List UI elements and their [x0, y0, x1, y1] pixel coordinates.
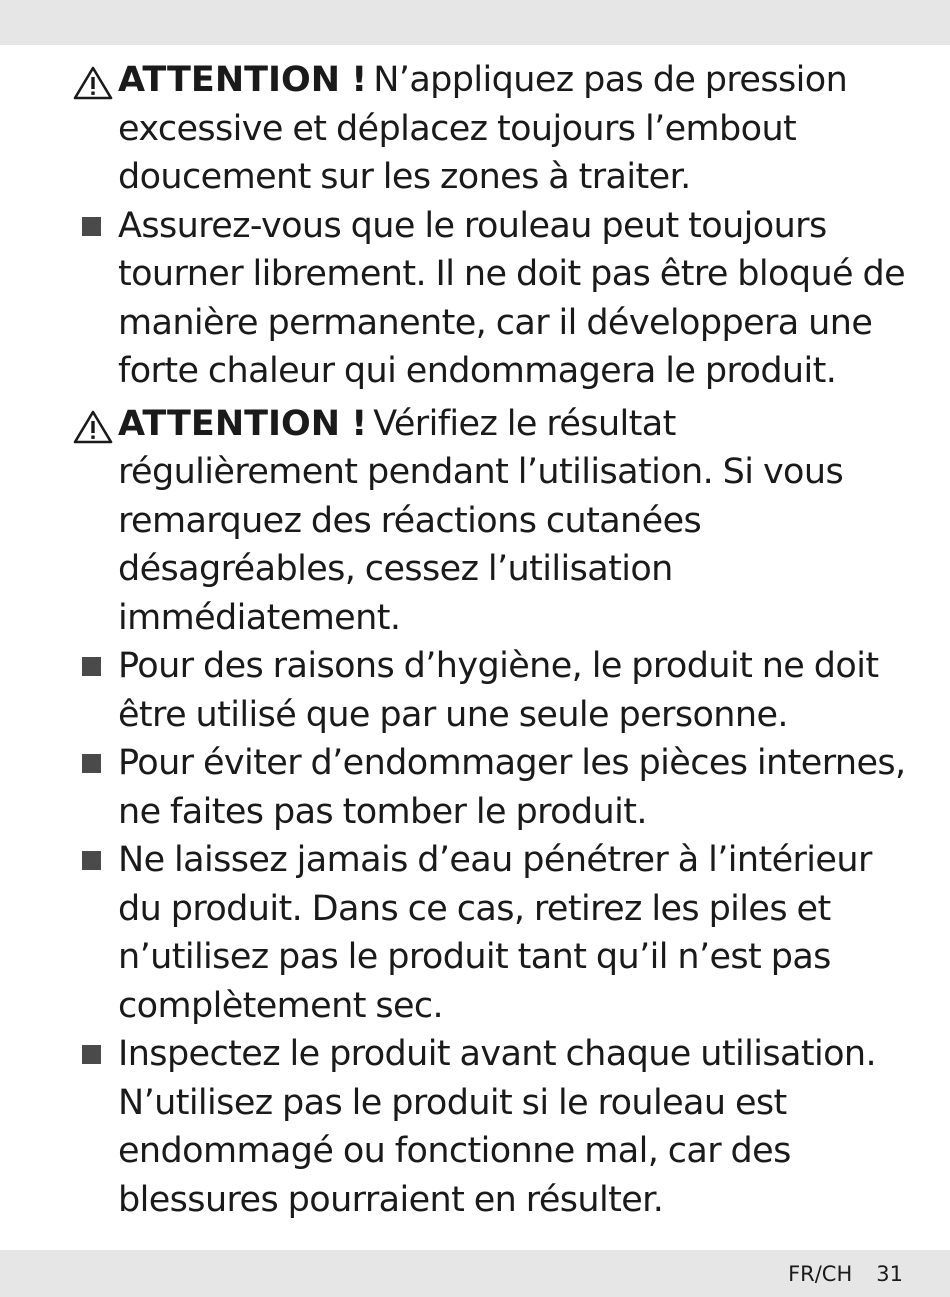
page-number: 31	[876, 1262, 903, 1286]
square-bullet-icon	[82, 754, 101, 773]
warning-triangle-icon	[73, 66, 113, 100]
top-band	[0, 0, 950, 45]
bullet-item	[0, 642, 950, 739]
bullet-text: Pour des raisons d’hygiène, le produit ne doit être utilisé que par une seule personne.	[118, 646, 879, 735]
square-bullet-icon	[82, 851, 101, 870]
warning-text: Vérifiez le résultat régulièrement pendant l’utilisation. Si vous remarquez des réactions cutanées désagréables, cessez l’utilisation immédiatement.	[118, 403, 844, 638]
attention-label: ATTENTION !	[118, 403, 368, 444]
bullet-item	[0, 739, 950, 836]
warning-item	[0, 56, 950, 202]
bullet-text: Inspectez le produit avant chaque utilisation. N’utilisez pas le produit si le rouleau est endommagé ou fonctionne mal, car des blessures pourraient en résulter.	[118, 1034, 876, 1220]
warning-item	[0, 400, 950, 643]
bullet-text: Assurez-vous que le rouleau peut toujours tourner librement. Il ne doit pas être bloqué de manière permanente, car il développera une forte chaleur qui endommagera le produit.	[118, 205, 906, 391]
page-footer	[788, 1262, 903, 1286]
bullet-item	[0, 202, 950, 396]
bullet-item	[0, 1030, 950, 1224]
square-bullet-icon	[82, 217, 101, 236]
bullet-text: Pour éviter d’endommager les pièces internes, ne faites pas tomber le produit.	[118, 743, 906, 832]
attention-label: ATTENTION !	[118, 60, 368, 100]
square-bullet-icon	[82, 1045, 101, 1064]
square-bullet-icon	[82, 657, 101, 676]
warning-triangle-icon	[73, 410, 113, 444]
language-region: FR/CH	[788, 1262, 853, 1286]
bullet-item	[0, 836, 950, 1030]
safety-instructions	[0, 56, 950, 1224]
bullet-text: Ne laissez jamais d’eau pénétrer à l’intérieur du produit. Dans ce cas, retirez les piles et n’utilisez pas le produit tant qu’il n’est pas complètement sec.	[118, 840, 872, 1026]
warning-text: N’appliquez pas de pression excessive et déplacez toujours l’embout doucement sur les zones à traiter.	[118, 60, 848, 197]
